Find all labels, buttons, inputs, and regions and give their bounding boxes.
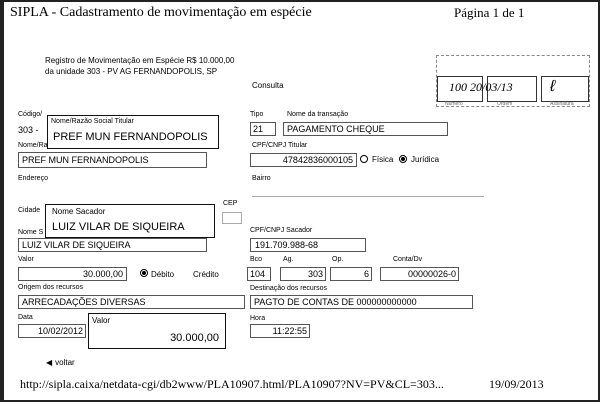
transacao-label: Nome da transação — [287, 111, 349, 118]
transacao-field[interactable]: PAGAMENTO CHEQUE — [283, 122, 448, 136]
valor-magnified-value: 30.000,00 — [170, 332, 219, 344]
hora-label: Hora — [250, 315, 266, 322]
codigo-label: Código/ — [18, 111, 43, 118]
debito-label: Débito — [151, 270, 175, 279]
cidade-label: Cidade — [18, 207, 41, 214]
cpf-sacador-field[interactable]: 191.709.988-68 — [250, 238, 366, 252]
stamp-label-3: Assinatura — [550, 101, 574, 107]
op-field[interactable]: 6 — [330, 267, 372, 281]
protocol-stamp — [436, 55, 590, 107]
nome-s-label: Nome S — [18, 229, 44, 236]
valor-magnified-box — [88, 313, 226, 349]
destinacao-field[interactable]: PAGTO DE CONTAS DE 000000000000 — [250, 295, 473, 309]
origem-field[interactable]: ARRECADAÇÕES DIVERSAS — [18, 295, 245, 309]
data-label: Data — [18, 314, 33, 321]
bairro-field[interactable] — [252, 186, 484, 197]
cep-label: CEP — [223, 200, 238, 207]
hora-field[interactable]: 11:22:55 — [250, 324, 310, 338]
sacador-value: LUIZ VILAR DE SIQUEIRA — [52, 221, 185, 233]
valor-label: Valor — [18, 256, 34, 263]
stamp-label-2: Ordem — [497, 101, 513, 107]
nome-field[interactable]: PREF MUN FERNANDOPOLIS — [18, 152, 207, 168]
signature-mark: ℓ — [550, 78, 556, 95]
origem-label: Origem dos recursos — [18, 284, 83, 291]
razao-social-label: Nome/Razão Social Titular — [51, 118, 134, 125]
footer-url: http://sipla.caixa/netdata-cgi/db2www/PLA10907.html/PLA10907?NV=PV&CL=303... — [20, 377, 444, 391]
bco-label: Bco — [250, 256, 263, 263]
ag-field[interactable]: 303 — [280, 267, 326, 281]
debito-radio[interactable] — [140, 269, 148, 277]
stamp-handwriting: 100 20/03/13 — [449, 80, 513, 94]
nome-label: Nome/Ra — [18, 142, 48, 149]
destinacao-label: Destinação dos recursos — [250, 285, 328, 292]
juridica-radio[interactable] — [399, 155, 407, 163]
tipo-field[interactable]: 21 — [250, 122, 276, 136]
cep-field[interactable] — [222, 212, 242, 224]
stamp-label-1: Número — [445, 101, 463, 107]
voltar-link[interactable] — [46, 358, 75, 367]
registro-line1: Registro de Movimentação em Espécie R$ 10.000,00 — [45, 56, 235, 65]
bco-field[interactable]: 104 — [247, 267, 271, 281]
tipo-label: Tipo — [250, 111, 264, 118]
razao-social-box — [47, 115, 219, 149]
footer-date: 19/09/2013 — [489, 377, 544, 391]
speaker-back-icon: ◀ — [46, 358, 53, 367]
razao-social-value: PREF MUN FERNANDOPOLIS — [53, 131, 208, 143]
fisica-radio[interactable] — [360, 155, 368, 163]
cpf-sacador-label: CPF/CNPJ Sacador — [250, 227, 313, 234]
nome-sacador-field[interactable]: LUIZ VILAR DE SIQUEIRA — [18, 238, 207, 252]
data-field[interactable]: 10/02/2012 — [18, 324, 86, 338]
voltar-label: voltar — [55, 358, 75, 367]
op-label: Op. — [332, 256, 344, 263]
stamp-box-signature — [541, 76, 589, 102]
cpf-titular-field[interactable]: 47842836000105 — [250, 153, 357, 167]
codigo-value: 303 - — [18, 125, 39, 135]
conta-label: Conta/Dv — [393, 256, 423, 263]
consulta-label: Consulta — [252, 81, 284, 90]
sacador-box — [45, 204, 215, 238]
credito-label: Crédito — [193, 270, 219, 279]
ag-label: Ag. — [283, 256, 294, 263]
juridica-label: Jurídica — [411, 155, 440, 164]
page-title: SIPLA - Cadastramento de movimentação em espécie — [10, 5, 312, 20]
registro-line2: da unidade 303 - PV AG FERNANDOPOLIS, SP — [45, 67, 218, 76]
cpf-titular-label: CPF/CNPJ Titular — [252, 142, 308, 149]
valor-field[interactable]: 30.000,00 — [18, 267, 127, 281]
endereco-label: Endereço — [18, 175, 48, 182]
valor-magnified-label: Valor — [92, 316, 111, 325]
sacador-label: Nome Sacador — [52, 207, 106, 216]
bairro-label: Bairro — [252, 175, 271, 182]
conta-field[interactable]: 00000026-0 — [380, 267, 459, 281]
fisica-label: Física — [372, 155, 394, 164]
page-indicator: Página 1 de 1 — [454, 5, 525, 20]
